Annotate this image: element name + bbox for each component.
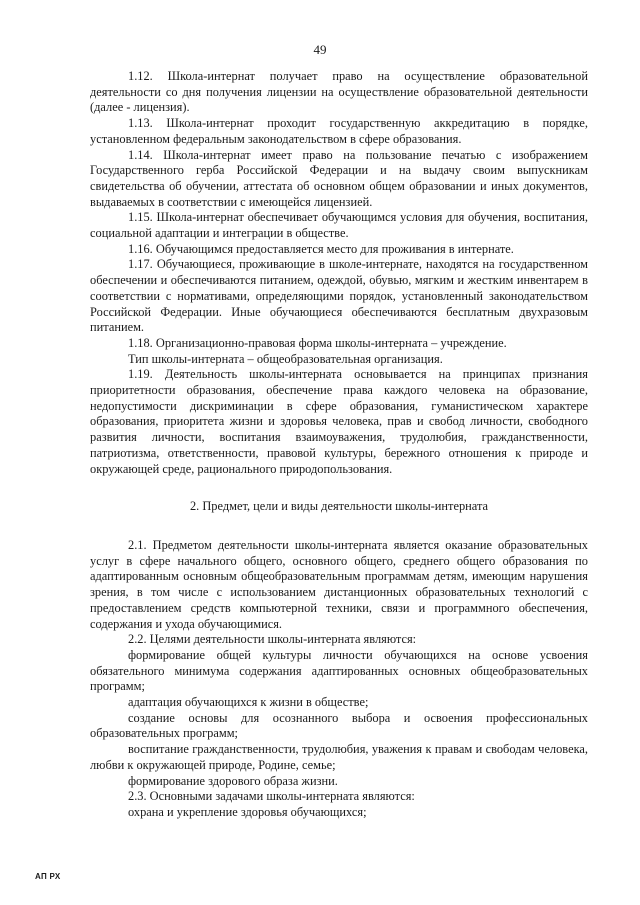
goal-item: адаптация обучающихся к жизни в обществе;	[128, 695, 369, 710]
goal-item: формирование общей культуры личности обучающихся на основе усвоения обязательного минимума содержания адаптированных основных общеобразовательных программ;	[90, 647, 588, 694]
goal-item: формирование здорового образа жизни.	[128, 773, 338, 788]
task-item: охрана и укрепление здоровья обучающихся;	[128, 804, 367, 819]
paragraph-1-14: 1.14. Школа-интернат имеет право на пользование печатью с изображением Государственного герба Российской Федерации и на выдачу своим выпускникам свидетельства об обучении, аттестата об основном общем образовании и иных документов, выдаваемых в соответствии с имеющейся лицензией.	[90, 147, 588, 209]
goal-item: воспитание гражданственности, трудолюбия, уважения к правам и свободам человека, любви к окружающей природе, Родине, семье;	[90, 742, 588, 772]
footer-stamp: АП РХ	[35, 872, 61, 881]
paragraph-1-16: 1.16. Обучающимся предоставляется место для проживания в интернате.	[128, 241, 514, 256]
paragraph-1-17: 1.17. Обучающиеся, проживающие в школе-интернате, находятся на государственном обеспечении и обеспечиваются питанием, одеждой, обувью, мягким и жестким инвентарем в соответствии с нормативами, определяющими порядок, установленный законодательством Российской Федерации. Иные обучающиеся обеспечиваются бесплатным двухразовым питанием.	[90, 257, 588, 335]
paragraph-2-3: 2.3. Основными задачами школы-интерната являются:	[128, 789, 415, 804]
paragraph-1-13: 1.13. Школа-интернат проходит государственную аккредитацию в порядке, установленном федеральным законодательством в сфере образования.	[90, 116, 588, 146]
page-number: 49	[313, 42, 327, 57]
paragraph-2-1: 2.1. Предметом деятельности школы-интерната является оказание образовательных услуг в сфере начального общего, основного общего, среднего общего образования по адаптированным основным общеобразовательным программам детям, имеющим нарушения зрения, в том числе с использованием дистанционных образовательных технологий с предоставлением средств компьютерной техники, связи и программного обеспечения, содержания и ухода обучающимися.	[90, 537, 588, 631]
paragraph-2-2: 2.2. Целями деятельности школы-интерната являются:	[128, 632, 417, 647]
paragraph-1-18: 1.18. Организационно-правовая форма школы-интерната – учреждение.	[128, 335, 507, 350]
paragraph-1-15: 1.15. Школа-интернат обеспечивает обучающимся условия для обучения, воспитания, социальной адаптации и интеграции в обществе.	[90, 210, 588, 241]
paragraph-1-19: 1.19. Деятельность школы-интерната основывается на принципах признания приоритетности образования, обеспечение права каждого человека на образование, недопустимости дискриминации в сфере образования, гуманистическом характере образования, приоритета жизни и здоровья человека, прав и свобод личности, свободного развития личности, воспитания взаимоуважения, трудолюбия, гражданственности, патриотизма, ответственности, правовой культуры, бережного отношения к природе и окружающей среде, рационального природопользования.	[90, 367, 588, 476]
paragraph-1-12: 1.12. Школа-интернат получает право на осуществление образовательной деятельности со дня получения лицензии на осуществление образовательной деятельности (далее - лицензия).	[90, 69, 588, 115]
goal-item: создание основы для осознанного выбора и освоения профессиональных образовательных программ;	[90, 710, 588, 741]
paragraph-type: Тип школы-интерната – общеобразовательная организация.	[128, 351, 443, 366]
section-heading: 2. Предмет, цели и виды деятельности школы-интерната	[189, 499, 489, 514]
document-body	[90, 69, 588, 821]
